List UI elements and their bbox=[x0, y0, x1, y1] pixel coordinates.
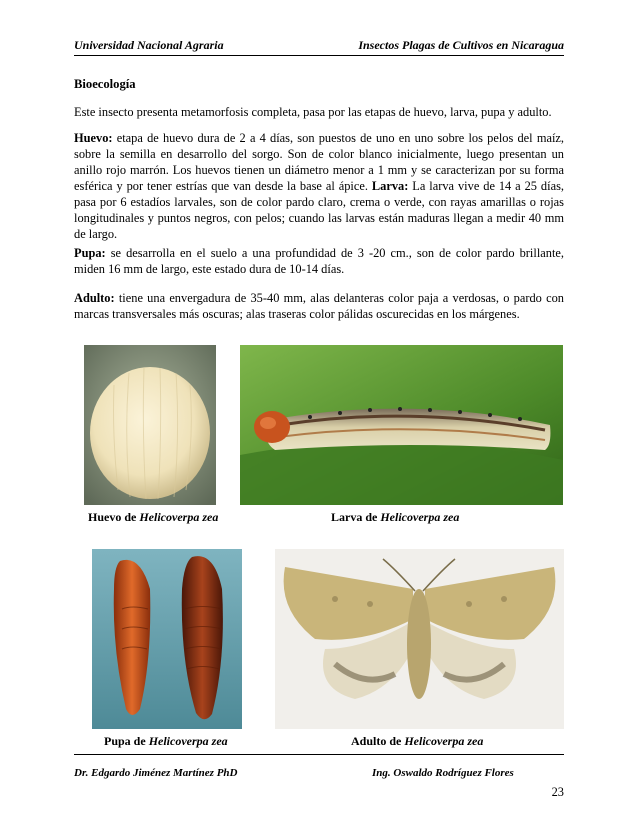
adult-caption: Adulto de Helicoverpa zea bbox=[351, 734, 484, 748]
footer-left: Dr. Edgardo Jiménez Martínez PhD bbox=[74, 767, 238, 779]
egg-illustration bbox=[84, 345, 216, 505]
adulto-paragraph bbox=[74, 290, 564, 322]
pupa-caption: Pupa de Helicoverpa zea bbox=[104, 734, 228, 748]
adult-illustration bbox=[275, 549, 564, 729]
larva-text: La larva vive de 14 a 25 días, pasa por 6 estadíos larvales, son de color pardo claro, crema o verde, con rayas amarillas o rojas longitudinales y puntos negros, con pelos; cuando las larvas están maduras llegan a medir 40 mm de largo. bbox=[74, 179, 564, 241]
header-rule bbox=[74, 55, 564, 56]
adult-photo bbox=[275, 549, 564, 729]
larva-illustration bbox=[240, 345, 563, 505]
adulto-label: Adulto: bbox=[74, 291, 115, 305]
larva-label: Larva: bbox=[371, 179, 409, 193]
pupa-text: se desarrolla en el suelo a una profundidad de 3 -20 cm., son de color pardo brillante, miden 16 mm de largo, este estado dura de 10-14 días. bbox=[74, 246, 564, 276]
footer-rule bbox=[74, 754, 564, 755]
section-title: Bioecología bbox=[74, 77, 136, 91]
header-right: Insectos Plagas de Cultivos en Nicaragua bbox=[358, 38, 564, 52]
huevo-text: etapa de huevo dura de 2 a 4 días, son puestos de uno en uno sobre los pelos del maíz, sobre la semilla en desarrollo del sorgo. Son de color blanco inicialmente, luego presentan un anillo rojo marrón. Los huevos tienen un diámetro menor a 1 mm y se caracterizan por su forma esférica y por tener estrías que van desde la base al ápice. bbox=[74, 131, 564, 193]
page-number: 23 bbox=[551, 785, 564, 799]
intro-paragraph: Este insecto presenta metamorfosis completa, pasa por las etapas de huevo, larva, pupa y adulto. bbox=[74, 105, 552, 119]
header-left: Universidad Nacional Agraria bbox=[74, 38, 224, 52]
huevo-label: Huevo: bbox=[74, 131, 113, 145]
egg-photo bbox=[84, 345, 216, 505]
huevo-paragraph bbox=[74, 130, 564, 242]
pupa-label: Pupa: bbox=[74, 246, 106, 260]
pupa-illustration bbox=[92, 549, 242, 729]
larva-caption: Larva de Helicoverpa zea bbox=[331, 510, 460, 524]
pupa-paragraph bbox=[74, 245, 564, 277]
egg-caption: Huevo de Helicoverpa zea bbox=[88, 510, 219, 524]
larva-photo bbox=[240, 345, 563, 505]
pupa-photo bbox=[92, 549, 242, 729]
adulto-text: tiene una envergadura de 35-40 mm, alas delanteras color paja a verdosas, o pardo con marcas transversales más oscuras; alas traseras color pálidas oscurecidas en los márgenes. bbox=[74, 291, 564, 321]
footer-right: Ing. Oswaldo Rodríguez Flores bbox=[372, 767, 514, 779]
